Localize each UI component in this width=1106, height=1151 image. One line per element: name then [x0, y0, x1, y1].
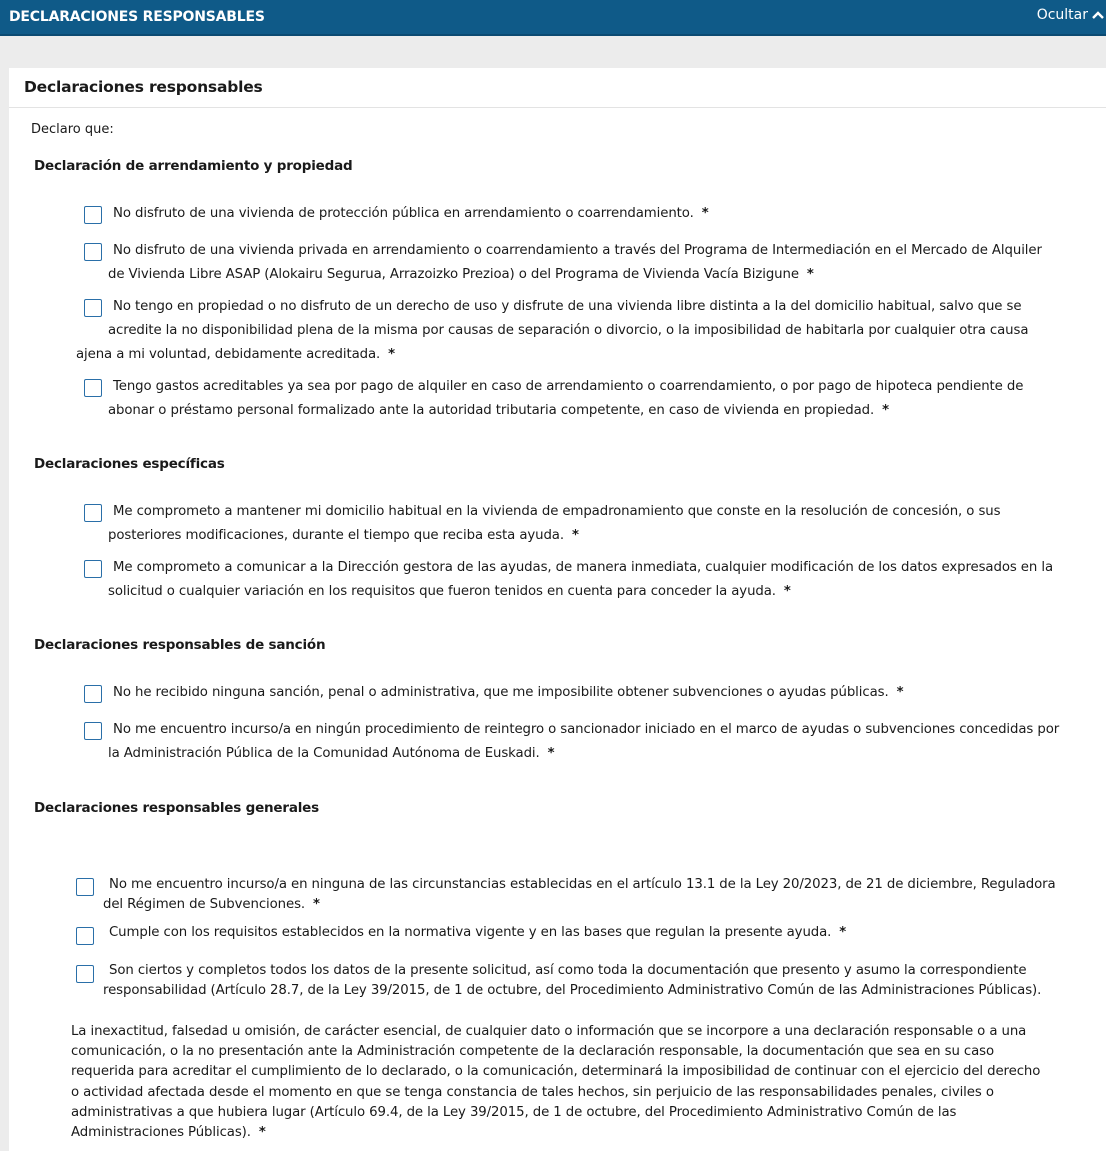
legal-notice-line: Administraciones Públicas). * [71, 1125, 266, 1141]
item-text: Me comprometo a comunicar a la Dirección gestora de las ayudas, de manera inmediata, cualquier modificación de los datos expresados en la [113, 560, 1053, 575]
item-text-continued: abonar o préstamo personal formalizado ante la autoridad tributaria competente, en caso de vivienda en propiedad. * [108, 403, 890, 418]
item-text: No disfruto de una vivienda privada en arrendamiento o coarrendamiento a través del Programa de Intermediación en el Mercado de Alquiler [113, 243, 1042, 258]
section-title-sancion: Declaraciones responsables de sanción [34, 637, 326, 653]
item-text-continued: de Vivienda Libre ASAP (Alokairu Segurua, Arrazoizko Prezioa) o del Programa de Vivienda Vacía Bizigune * [108, 267, 814, 282]
legal-notice-line: comunicación, o la no presentación ante la Administración competente de la declaración responsable, la documentación que sea en su caso [71, 1044, 995, 1060]
section-title-generales: Declaraciones responsables generales [34, 800, 319, 816]
section-header-bar [0, 0, 1106, 36]
required-marker: * [882, 403, 890, 418]
legal-notice-line: o actividad afectada desde el momento en que se tenga constancia de tales hechos, sin perjuicio de las responsabilidades penales, civiles o [71, 1084, 994, 1100]
checkbox-no-reintegro[interactable] [84, 722, 102, 740]
required-marker: * [571, 528, 579, 543]
item-text: Tengo gastos acreditables ya sea por pago de alquiler en caso de arrendamiento o coarrendamiento, o por pago de hipoteca pendiente de [113, 379, 1024, 394]
item-text: Son ciertos y completos todos los datos de la presente solicitud, así como toda la documentación que presento y asumo la correspondiente [109, 963, 1027, 978]
item-text: No me encuentro incurso/a en ninguna de las circunstancias establecidas en el artículo 13.1 de la Ley 20/2023, de 21 de diciembre, Reguladora [109, 877, 1056, 892]
checkbox-no-propiedad[interactable] [84, 299, 102, 317]
required-marker: * [806, 267, 814, 282]
hide-section-button[interactable] [1037, 7, 1106, 23]
item-text: No me encuentro incurso/a en ningún procedimiento de reintegro o sancionador iniciado en el marco de ayudas o subvenciones concedidas por [113, 722, 1060, 737]
legal-notice-line: administrativas a que hubiera lugar (Artículo 69.4, de la Ley 39/2015, de 1 de octubre, del Procedimiento Administrativo Común de las [71, 1104, 957, 1120]
checkbox-cumple-requisitos[interactable] [76, 927, 94, 945]
required-marker: * [701, 206, 709, 221]
item-text: Me comprometo a mantener mi domicilio habitual en la vivienda de empadronamiento que conste en la resolución de concesión, o sus [113, 504, 1001, 519]
checkbox-no-asap-bizigune[interactable] [84, 243, 102, 261]
item-text-continued: la Administración Pública de la Comunidad Autónoma de Euskadi. * [108, 746, 555, 761]
legal-notice-line: requerida para acreditar el cumplimiento de lo declarado, o la comunicación, determinará la imposibilidad de continuar con el ejercicio del derecho [71, 1064, 1041, 1080]
required-marker: * [547, 746, 555, 761]
checkbox-mantener-domicilio[interactable] [84, 504, 102, 522]
required-marker: * [258, 1125, 266, 1141]
checkbox-datos-ciertos[interactable] [76, 965, 94, 983]
declarations-panel [9, 68, 1106, 1151]
item-text: No he recibido ninguna sanción, penal o administrativa, que me imposibilite obtener subvenciones o ayudas públicas. * [113, 685, 904, 700]
required-marker: * [783, 584, 791, 599]
checkbox-no-incurso-ley[interactable] [76, 878, 94, 896]
checkbox-comunicar-modificaciones[interactable] [84, 560, 102, 578]
legal-notice-line: La inexactitud, falsedad u omisión, de carácter esencial, de cualquier dato o información que se incorpore a una declaración responsable o a una [71, 1024, 1027, 1039]
legal-notice [71, 1022, 1040, 1143]
section-title-especificas: Declaraciones específicas [34, 456, 225, 472]
checkbox-no-vpo[interactable] [84, 206, 102, 224]
panel-title: Declaraciones responsables [24, 78, 263, 96]
section-title-arrendamiento: Declaración de arrendamiento y propiedad [34, 158, 353, 174]
checkbox-no-sancion[interactable] [84, 685, 102, 703]
item-text: No tengo en propiedad o no disfruto de un derecho de uso y disfrute de una vivienda libre distinta a la del domicilio habitual, salvo que se [113, 299, 1022, 314]
intro-text: Declaro que: [31, 122, 114, 137]
panel-header [9, 68, 1106, 108]
item-text: Cumple con los requisitos establecidos en la normativa vigente y en las bases que regulan la presente ayuda. * [109, 925, 847, 940]
item-text-continued: responsabilidad (Artículo 28.7, de la Ley 39/2015, de 1 de octubre, del Procedimiento Administrativo Común de las Administraciones Públicas). [103, 983, 1042, 998]
item-text-continued: ajena a mi voluntad, debidamente acreditada. * [76, 347, 395, 362]
required-marker: * [388, 347, 395, 362]
required-marker: * [839, 925, 847, 940]
required-marker: * [313, 897, 320, 912]
item-text-continued: posteriores modificaciones, durante el tiempo que reciba esta ayuda. * [108, 528, 579, 543]
checkbox-gastos-acreditables[interactable] [84, 379, 102, 397]
required-marker: * [896, 685, 904, 700]
hide-section-label: Ocultar [1036, 7, 1088, 23]
item-text-continued: del Régimen de Subvenciones. * [103, 897, 320, 912]
item-text-continued: solicitud o cualquier variación en los requisitos que fueron tenidos en cuenta para conceder la ayuda. * [108, 584, 791, 599]
section-header-title: DECLARACIONES RESPONSABLES [9, 9, 265, 25]
item-text: No disfruto de una vivienda de protección pública en arrendamiento o coarrendamiento. * [113, 206, 709, 221]
item-text-continued: acredite la no disponibilidad plena de la misma por causas de separación o divorcio, o la imposibilidad de habitarla por cualquier otra causa [108, 323, 1029, 338]
chevron-up-icon [1092, 10, 1104, 20]
